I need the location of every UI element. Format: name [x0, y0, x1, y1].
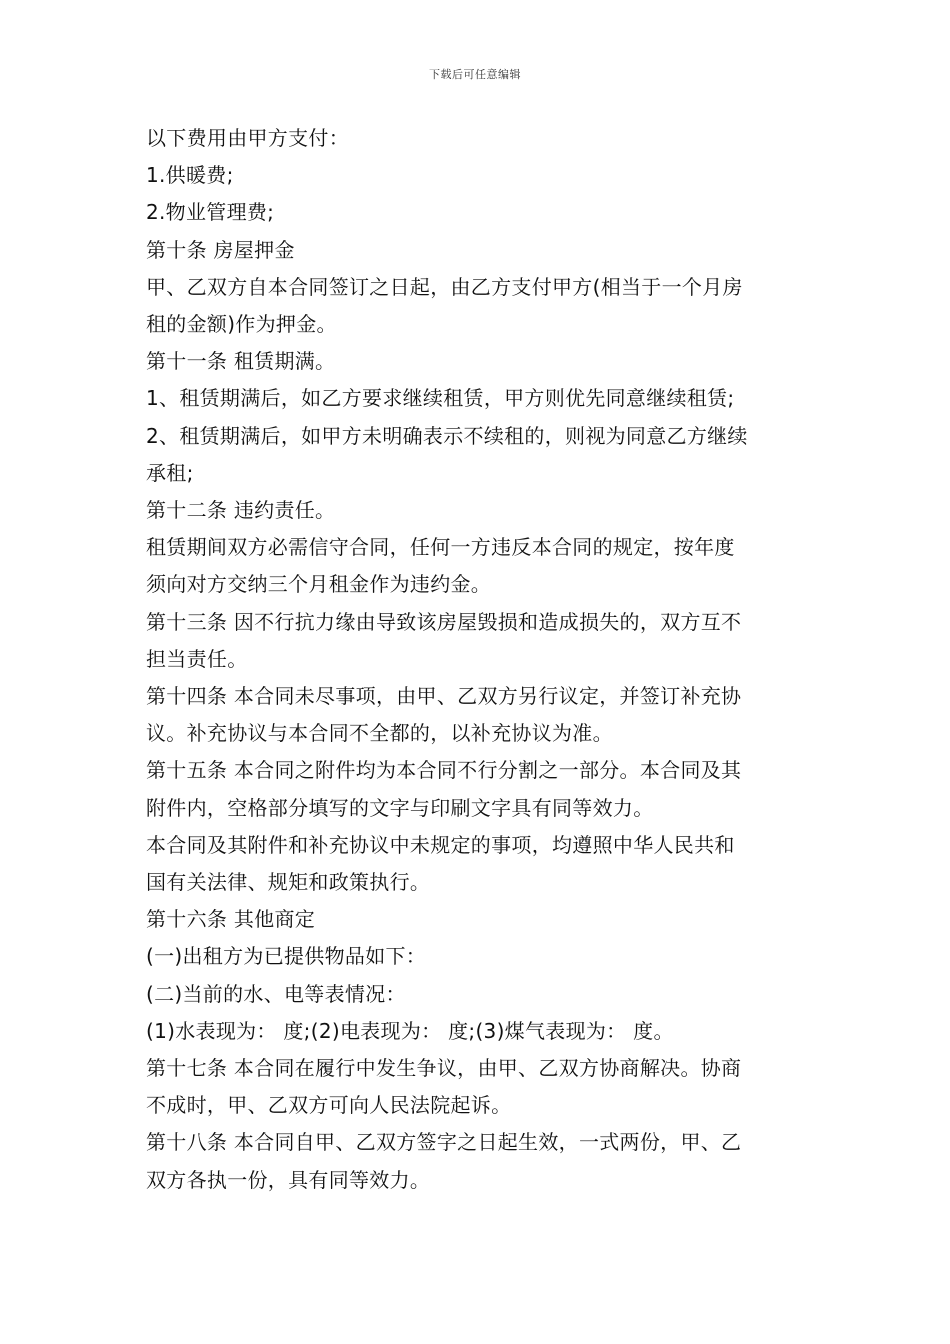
text-line: (1)水表现为： 度;(2)电表现为： 度;(3)煤气表现为： 度。 [146, 1018, 674, 1043]
text-line: 甲、乙双方自本合同签订之日起，由乙方支付甲方(相当于一个月房 [146, 274, 743, 299]
text-line: 1、租赁期满后，如乙方要求继续租赁，甲方则优先同意继续租赁; [146, 386, 735, 411]
text-line: 第十四条 本合同未尽事项，由甲、乙双方另行议定，并签订补充协 [146, 684, 742, 709]
text-line: 议。补充协议与本合同不全都的，以补充协议为准。 [146, 721, 613, 746]
text-line: 租赁期间双方必需信守合同，任何一方违反本合同的规定，按年度 [146, 535, 735, 560]
text-line: 双方各执一份，具有同等效力。 [146, 1167, 431, 1192]
text-line: 1.供暖费; [146, 163, 234, 188]
section-heading: 第十二条 违约责任。 [146, 498, 336, 523]
text-line: 租的金额)作为押金。 [146, 312, 337, 337]
section-heading: 第十条 房屋押金 [146, 237, 295, 262]
text-line: 第十五条 本合同之附件均为本合同不行分割之一部分。本合同及其 [146, 758, 742, 783]
text-line: 附件内，空格部分填写的文字与印刷文字具有同等效力。 [146, 795, 654, 820]
text-line: 担当责任。 [146, 646, 248, 671]
text-line: 以下费用由甲方支付： [146, 126, 349, 150]
header-note: 下载后可任意编辑 [429, 68, 521, 81]
text-line: 第十三条 因不行抗力缘由导致该房屋毁损和造成损失的，双方互不 [146, 609, 742, 634]
section-heading: 第十六条 其他商定 [146, 907, 316, 932]
text-line: 2、租赁期满后，如甲方未明确表示不续租的，则视为同意乙方继续 [146, 423, 748, 448]
text-line: 本合同及其附件和补充协议中未规定的事项，均遵照中华人民共和 [146, 832, 735, 857]
document-body [146, 120, 810, 1199]
section-heading: 第十一条 租赁期满。 [146, 349, 336, 374]
text-line: (一)出租方为已提供物品如下： [146, 944, 427, 969]
text-line: 不成时，甲、乙双方可向人民法院起诉。 [146, 1093, 512, 1118]
text-line: 须向对方交纳三个月租金作为违约金。 [146, 572, 492, 597]
text-line: 第十八条 本合同自甲、乙双方签字之日起生效，一式两份，甲、乙 [146, 1130, 742, 1155]
text-line: 第十七条 本合同在履行中发生争议，由甲、乙双方协商解决。协商 [146, 1056, 742, 1081]
text-line: 2.物业管理费; [146, 200, 275, 225]
text-line: (二)当前的水、电等表情况： [146, 981, 406, 1006]
text-line: 国有关法律、规矩和政策执行。 [146, 870, 431, 895]
text-line: 承租; [146, 460, 194, 485]
